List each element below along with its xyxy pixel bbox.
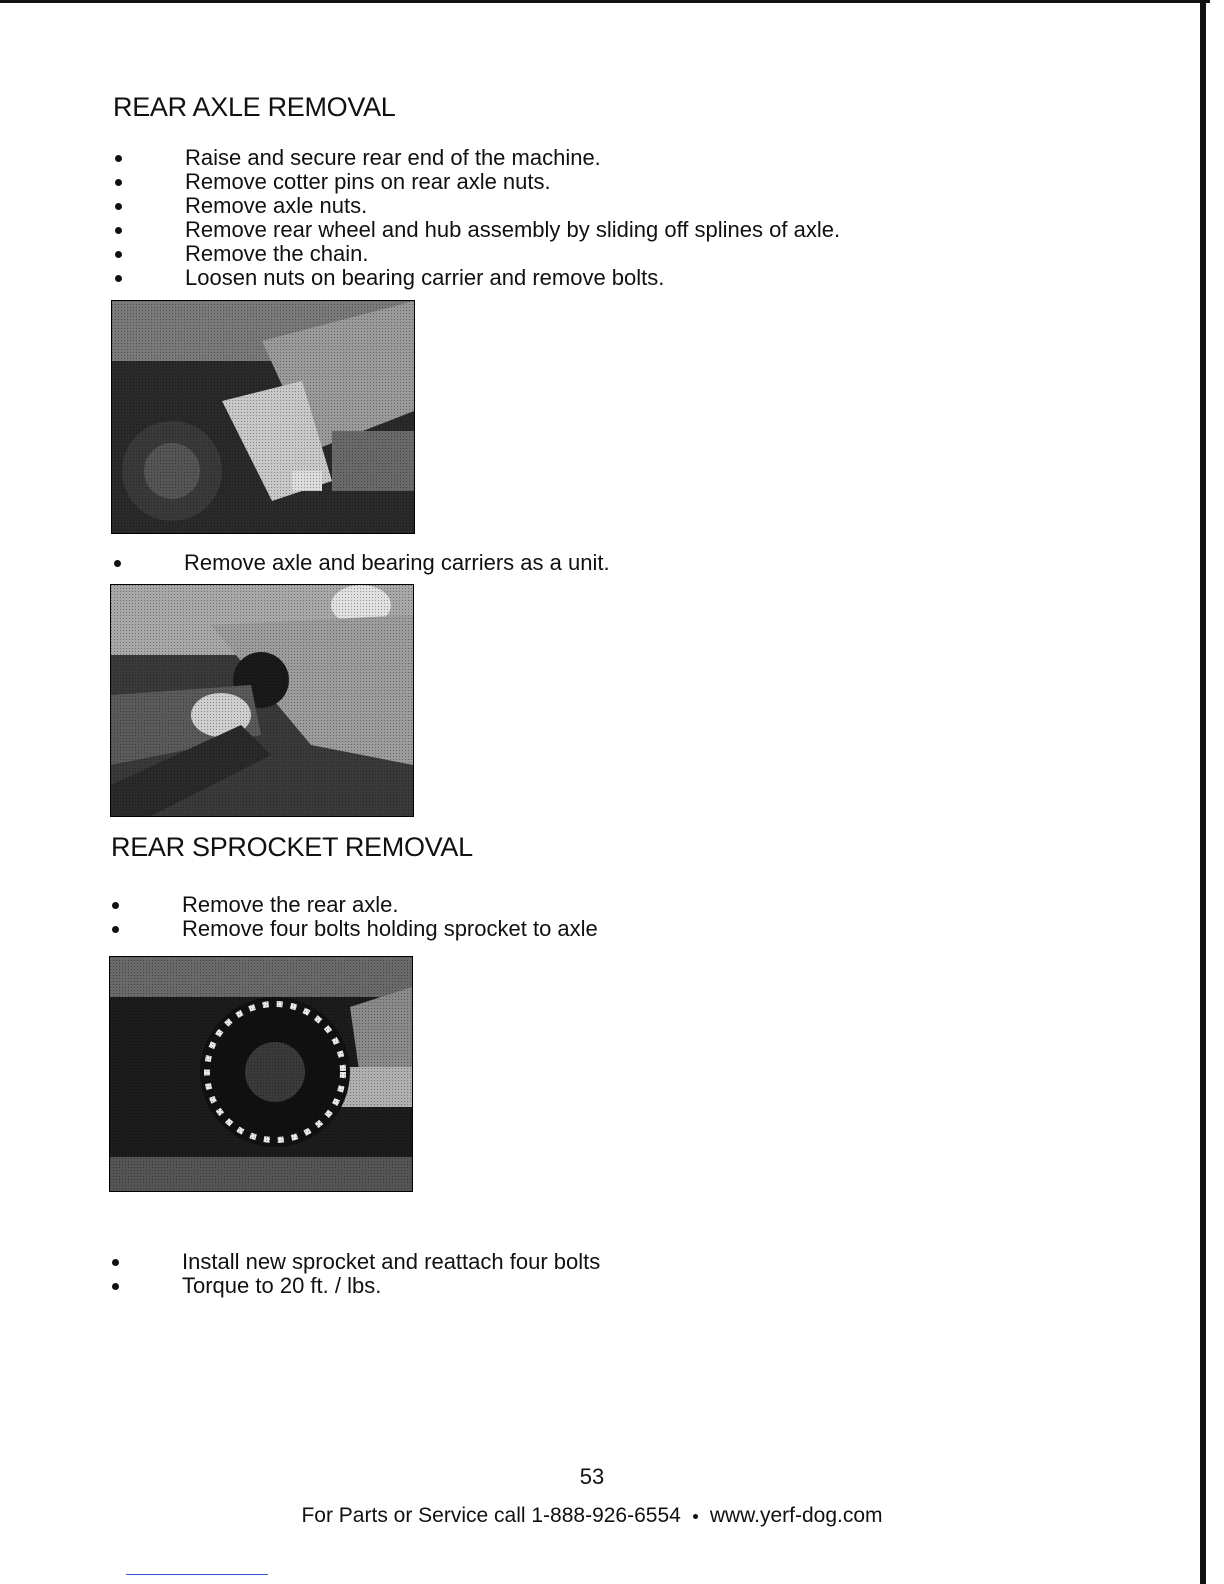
sprocket-steps [182,893,598,941]
axle-removal-photo [110,584,414,817]
footer-contact [0,1504,1184,1528]
bearing-carrier-photo [111,300,415,534]
website-link[interactable]: www.yerf-dog.com [709,1504,883,1527]
service-phone-text: For Parts or Service call 1-888-926-6554 [301,1504,681,1527]
bullet-icon [115,155,122,162]
section-title-rear-axle-removal: REAR AXLE REMOVAL [113,92,396,122]
bullet-icon [112,1259,119,1266]
bullet-icon [112,926,119,933]
rear-axle-steps [185,146,840,290]
separator-dot-icon [693,1514,698,1519]
page-number: 53 [579,1464,605,1489]
bullet-icon [112,1283,119,1290]
bullet-icon [115,203,122,210]
list-item: Remove the rear axle. [182,893,598,917]
list-item: Remove axle nuts. [185,194,840,218]
rear-axle-steps-continued [184,551,610,575]
list-item: Remove four bolts holding sprocket to axle [182,917,598,941]
list-item: Remove the chain. [185,242,840,266]
sprocket-install-steps [182,1250,600,1298]
bullet-icon [115,227,122,234]
list-item: Install new sprocket and reattach four bolts [182,1250,600,1274]
list-item: Torque to 20 ft. / lbs. [182,1274,600,1298]
list-item: Loosen nuts on bearing carrier and remove bolts. [185,266,840,290]
bullet-icon [115,179,122,186]
bullet-icon [115,251,122,258]
right-border [1200,0,1206,1584]
bullet-icon [114,560,121,567]
list-item: Remove rear wheel and hub assembly by sliding off splines of axle. [185,218,840,242]
bullet-icon [112,902,119,909]
list-item: Remove cotter pins on rear axle nuts. [185,170,840,194]
sprocket-photo [109,956,413,1192]
divider [126,1574,268,1575]
bullet-icon [115,275,122,282]
section-title-rear-sprocket-removal: REAR SPROCKET REMOVAL [111,832,473,862]
top-border [0,0,1210,3]
list-item: Raise and secure rear end of the machine. [185,146,840,170]
list-item: Remove axle and bearing carriers as a unit. [184,551,610,575]
